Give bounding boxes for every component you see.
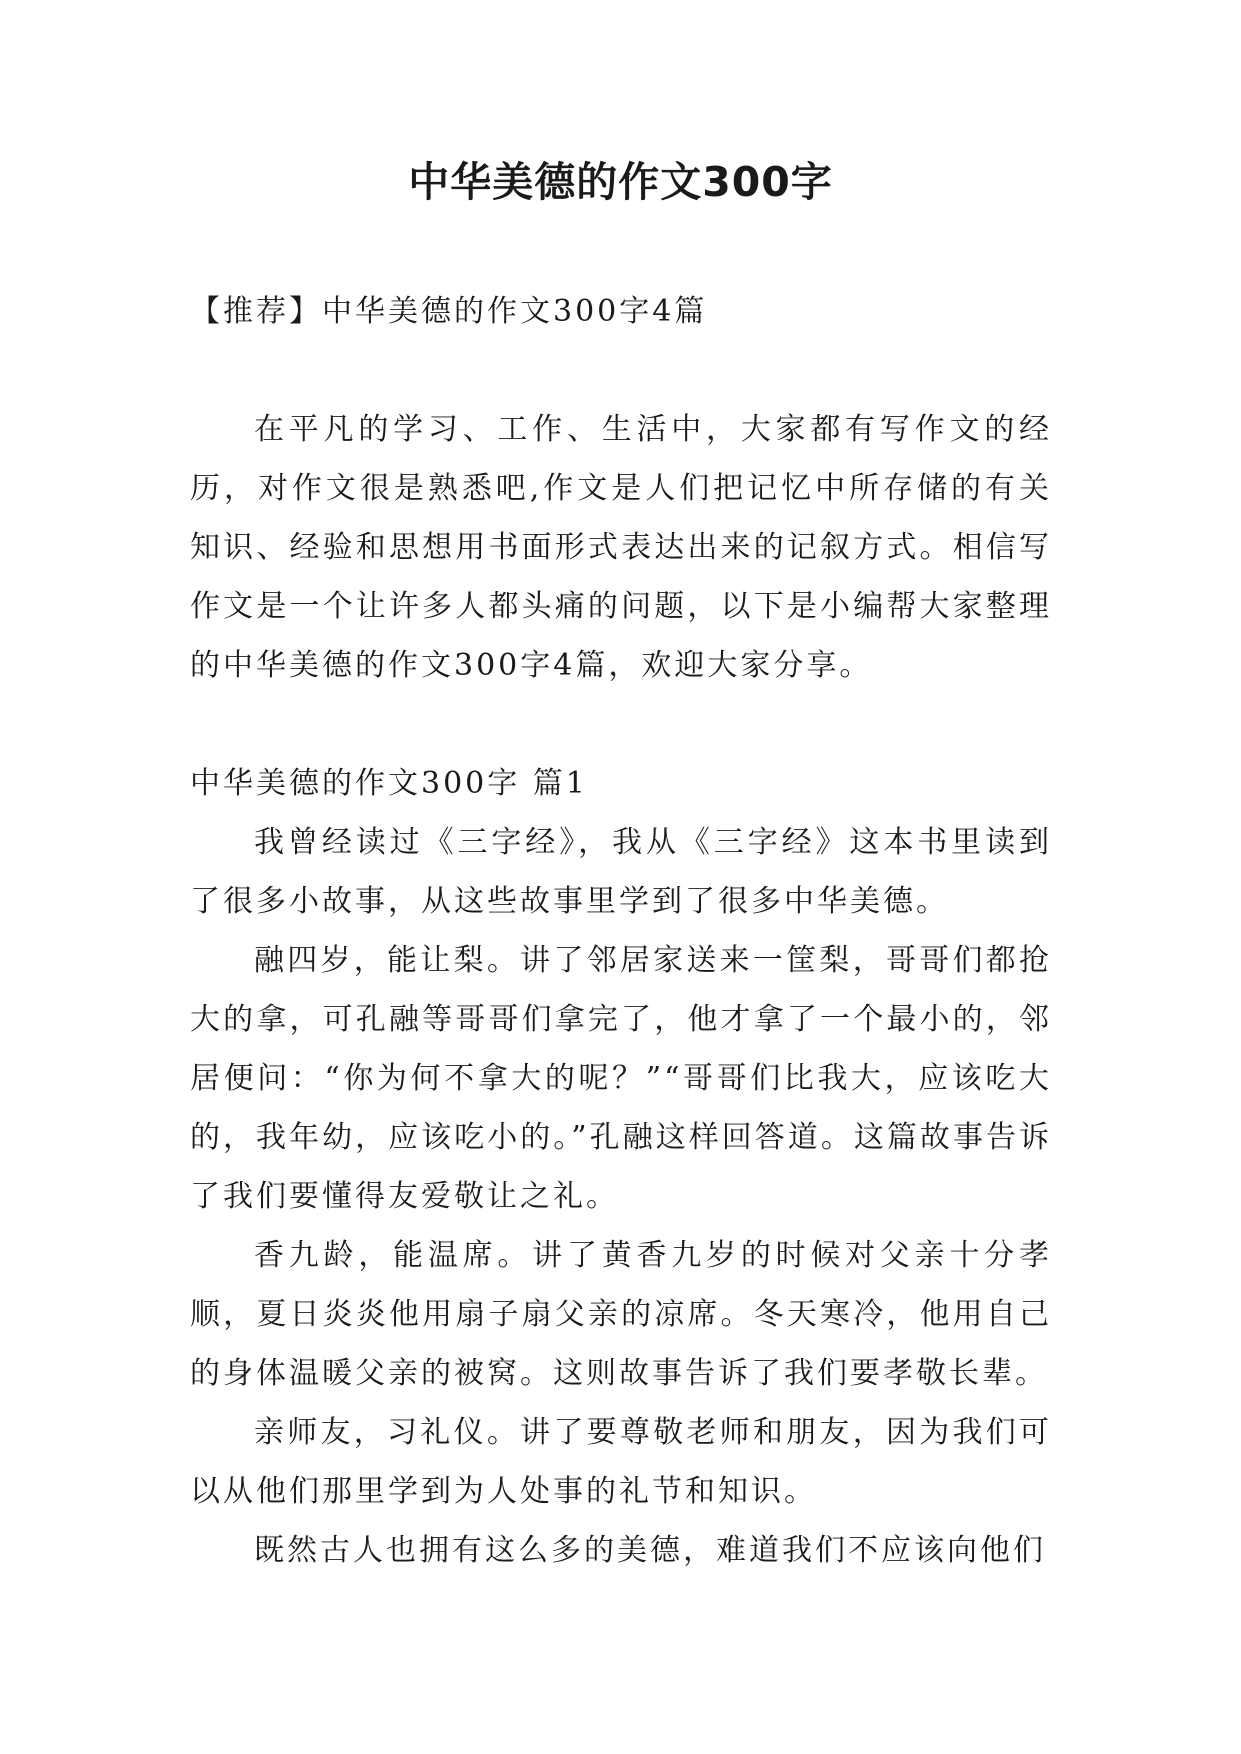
story-paragraph: 亲师友，习礼仪。讲了要尊敬老师和朋友，因为我们可以从他们那里学到为人处事的礼节和知识。 (190, 1415, 1052, 1509)
recommend-line: 【推荐】中华美德的作文300字4篇 (190, 294, 708, 329)
story-paragraph: 融四岁，能让梨。讲了邻居家送来一筐梨，哥哥们都抢大的拿，可孔融等哥哥们拿完了，他才拿了一个最小的，邻居便问：“你为何不拿大的呢？”“哥哥们比我大，应该吃大的，我年幼，应该吃小的。”孔融这样回答道。这篇故事告诉了我们要懂得友爱敬让之礼。 (190, 943, 1052, 1214)
story-paragraph: 我曾经读过《三字经》，我从《三字经》这本书里读到了很多小故事，从这些故事里学到了很多中华美德。 (190, 825, 1052, 919)
story-paragraph: 既然古人也拥有这么多的美德，难道我们不应该向他们 (254, 1533, 1046, 1568)
intro-paragraph: 在平凡的学习、工作、生活中，大家都有写作文的经历，对作文很是熟悉吧,作文是人们把记忆中所存储的有关知识、经验和思想用书面形式表达出来的记叙方式。相信写作文是一个让许多人都头痛的问题，以下是小编帮大家整理的中华美德的作文300字4篇，欢迎大家分享。 (190, 412, 1052, 683)
section-heading: 中华美德的作文300字 篇1 (190, 766, 588, 801)
story-paragraph: 香九龄，能温席。讲了黄香九岁的时候对父亲十分孝顺，夏日炎炎他用扇子扇父亲的凉席。冬天寒冷，他用自己的身体温暖父亲的被窝。这则故事告诉了我们要孝敬长辈。 (190, 1238, 1052, 1391)
document-body (190, 282, 1052, 1580)
document-title: 中华美德的作文300字 (408, 158, 833, 206)
